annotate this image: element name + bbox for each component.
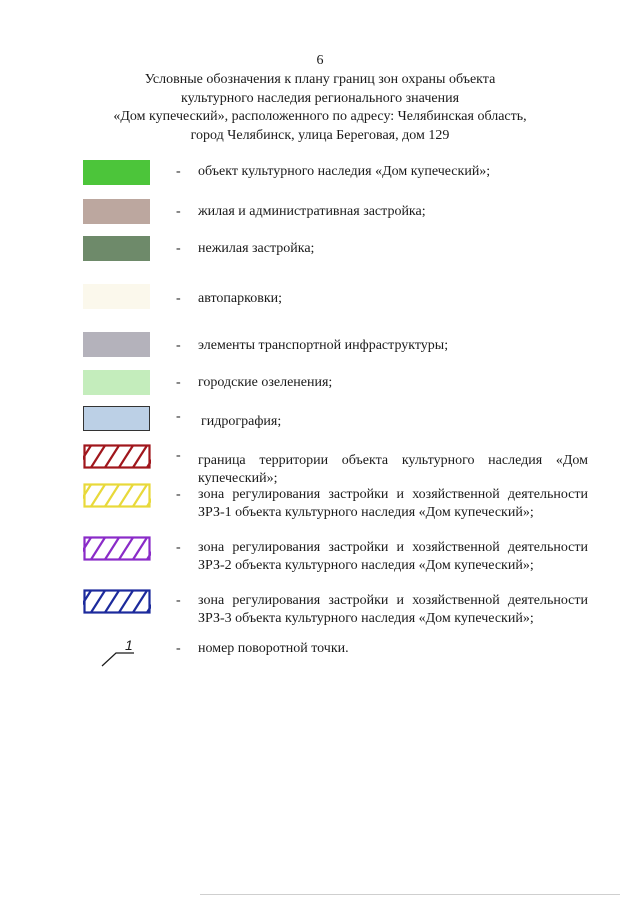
swatch-greenery: [83, 370, 150, 395]
swatch-zrz-3: [83, 589, 151, 614]
legend-dash: -: [176, 338, 181, 353]
swatch-nonresidential: [83, 236, 150, 261]
legend-label: элементы транспортной инфраструктуры;: [198, 338, 449, 353]
legend-label: гидрография;: [201, 414, 282, 429]
title-line: культурного наследия регионального значения: [180, 90, 460, 106]
swatch-parking: [83, 284, 150, 309]
legend-dash: -: [176, 164, 181, 179]
legend-label: нежилая застройка;: [198, 241, 315, 256]
page-number: 6: [316, 53, 324, 68]
title-line: Условные обозначения к плану границ зон охраны объекта: [144, 72, 496, 87]
legend-dash: -: [176, 540, 181, 555]
legend-title: [60, 71, 580, 145]
swatch-hydrography: [83, 406, 150, 431]
legend-dash: -: [176, 448, 181, 463]
turn-point-number: 1: [125, 637, 133, 653]
legend-label: городские озеленения;: [198, 375, 333, 390]
legend-dash: -: [176, 409, 181, 424]
swatch-transport: [83, 332, 150, 357]
legend-dash: -: [176, 204, 181, 219]
legend-label: граница территории объекта культурного наследия «Дом купеческий»;: [198, 453, 588, 486]
legend-dash: -: [176, 291, 181, 306]
legend-dash: -: [176, 641, 181, 656]
title-line: город Челябинск, улица Береговая, дом 129: [190, 127, 450, 143]
swatch-zrz-2: [83, 536, 151, 561]
legend-label: зона регулирования застройки и хозяйственной деятельности ЗРЗ-3 объекта культурного наследия «Дом купеческий»;: [198, 593, 588, 626]
legend-dash: -: [176, 375, 181, 390]
legend-label: номер поворотной точки.: [198, 641, 349, 656]
legend-label: объект культурного наследия «Дом купеческий»;: [198, 164, 491, 179]
scan-edge-line: [200, 894, 620, 895]
legend-label: зона регулирования застройки и хозяйственной деятельности ЗРЗ-2 объекта культурного наследия «Дом купеческий»;: [198, 540, 588, 573]
legend-dash: -: [176, 593, 181, 608]
legend-dash: -: [176, 487, 181, 502]
legend-dash: -: [176, 241, 181, 256]
swatch-residential: [83, 199, 150, 224]
legend-label: автопарковки;: [198, 291, 282, 306]
title-line: «Дом купеческий», расположенного по адресу: Челябинская область,: [113, 109, 527, 124]
swatch-heritage-boundary: [83, 444, 151, 469]
swatch-zrz-1: [83, 483, 151, 508]
legend-label: зона регулирования застройки и хозяйственной деятельности ЗРЗ-1 объекта культурного наследия «Дом купеческий»;: [198, 487, 588, 520]
turn-point-symbol: [98, 636, 138, 668]
legend-label: жилая и административная застройка;: [198, 204, 426, 219]
swatch-heritage-object: [83, 160, 150, 185]
